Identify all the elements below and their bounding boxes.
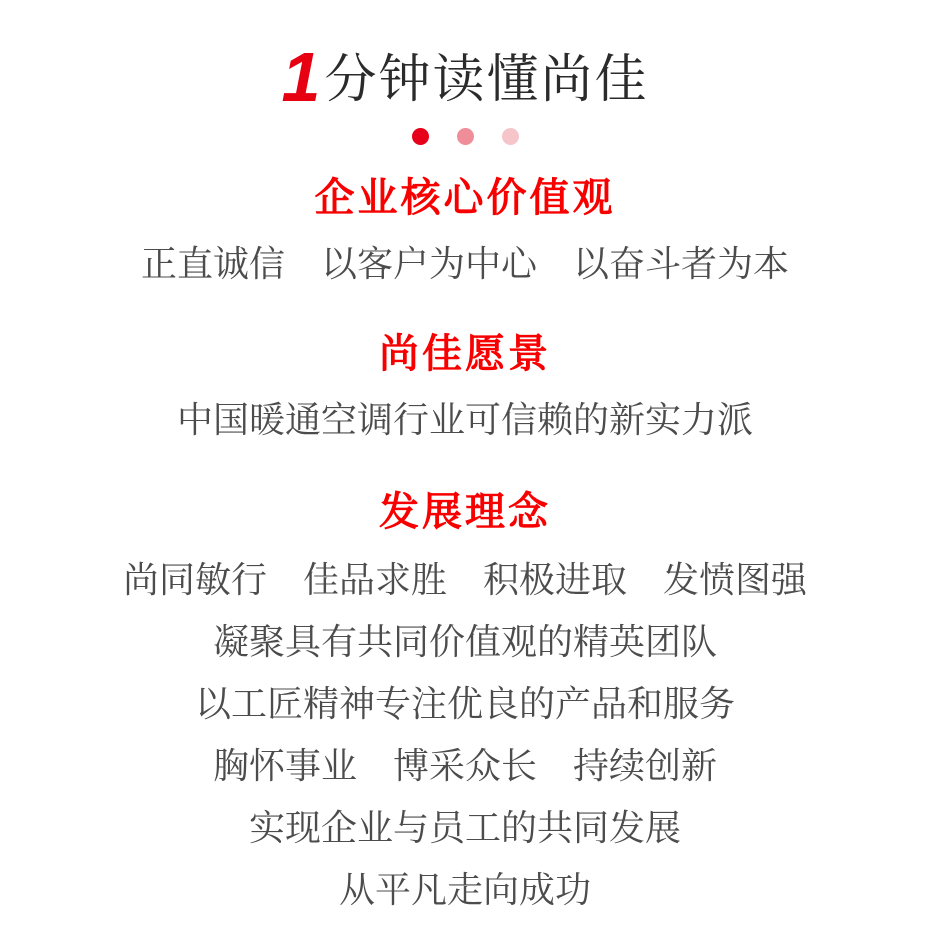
vision-line: 中国暖通空调行业可信赖的新实力派 <box>176 399 753 440</box>
dot-icon-3 <box>502 128 519 145</box>
dot-icon-2 <box>457 128 474 145</box>
divider-dots <box>0 127 930 145</box>
philosophy-heading: 发展理念 <box>379 490 551 534</box>
philosophy-line: 从平凡走向成功 <box>338 869 591 910</box>
core-values-heading: 企业核心价值观 <box>314 176 616 220</box>
philosophy-line: 以工匠精神专注优良的产品和服务 <box>194 683 735 724</box>
section-philosophy <box>0 491 930 909</box>
philosophy-line: 凝聚具有共同价值观的精英团队 <box>212 621 717 662</box>
title-digit: 1 <box>281 38 321 116</box>
philosophy-line: 胸怀事业 博采众长 持续创新 <box>212 745 717 786</box>
vision-heading: 尚佳愿景 <box>379 332 551 376</box>
philosophy-line: 尚同敏行 佳品求胜 积极进取 发愤图强 <box>122 559 807 600</box>
title-text: 分钟读懂尚佳 <box>324 51 649 109</box>
philosophy-line: 实现企业与员工的共同发展 <box>248 807 681 848</box>
page-title <box>0 38 930 116</box>
section-vision <box>0 333 930 439</box>
section-core-values <box>0 177 930 283</box>
dot-icon-1 <box>412 128 429 145</box>
core-values-line: 正直诚信 以客户为中心 以奋斗者为本 <box>140 243 789 284</box>
